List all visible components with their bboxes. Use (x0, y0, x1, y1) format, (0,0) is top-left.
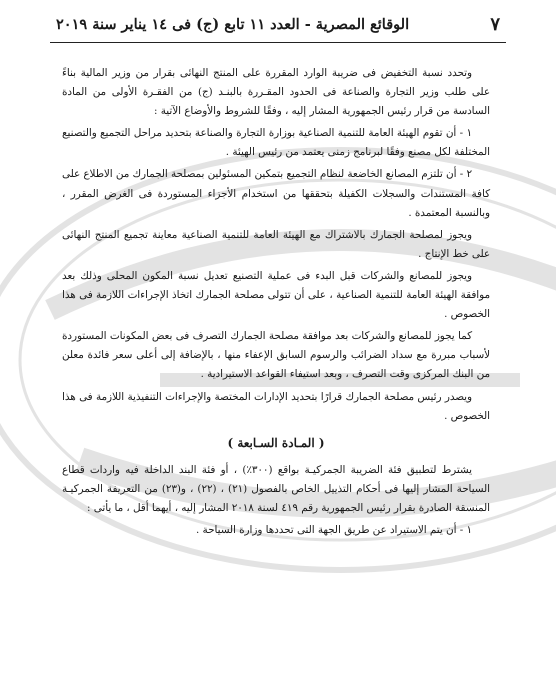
page-number: ٧ (490, 14, 500, 35)
page-header (56, 14, 500, 35)
paragraph: ١ - أن تقوم الهيئة العامة للتنمية الصناعية بوزارة التجارة والصناعة بتحديد مراحل التجميع والتصنيع المختلفة لكل مصنع وفقًا لبرنامج زمنى يعتمد من رئيس الهيئة . (62, 127, 490, 159)
paragraph: ١ - أن يتم الاستيراد عن طريق الجهة التى تحددها وزارة السياحة . (196, 524, 472, 537)
paragraph: وتحدد نسبة التخفيض فى ضريبة الوارد المقررة على المنتج النهائى بقرار من وزير المالية بناءً على طلب وزير التجارة والصناعة فى الحدود المقـررة بالبنـد (ج) من الفقـرة الأولى من المادة السادسة من قرار رئيس الجمهورية المشار إليه ، وفقًا للشروط والأوضاع الآتية : (62, 67, 490, 118)
header-rule (50, 42, 506, 43)
paragraph: ويجوز لمصلحة الجمارك بالاشتراك مع الهيئة العامة للتنمية الصناعية معاينة تجميع المنتج النهائى على خط الإنتاج . (62, 228, 490, 260)
paragraph: ٢ - أن تلتزم المصانع الخاضعة لنظام التجميع بتمكين المسئولين بمصلحة الجمارك من الاطلاع على كافة المستندات والسجلات الكفيلة بتحققها من استخدام الأجزاء المستوردة فى الغرض المقرر ، وبالنسبة المعتمدة . (62, 168, 490, 219)
paragraph: كما يجوز للمصانع والشركات بعد موافقة مصلحة الجمارك التصرف فى بعض المكونات المستوردة لأسباب مبررة مع سداد الضرائب والرسوم السابق الإعفاء منها ، بالإضافة إلى أعلى سعر فائدة معلن من البنك المركزى وقت التصرف ، وبعد استيفاء القواعد الاستيرادية . (62, 330, 490, 381)
gazette-header-title: الوقائع المصرية - العدد ١١ تابع (ج) فى ١٤ يناير سنة ٢٠١٩ (56, 16, 410, 33)
paragraph: ويصدر رئيس مصلحة الجمارك قرارًا بتحديد الإدارات المختصة والإجراءات التنفيذية اللازمة فى هذا الخصوص . (62, 390, 490, 422)
paragraph: يشترط لتطبيق فئة الضريبة الجمركيـة بواقع (٣٠٠٪) ، أو فئة البند الداخلة فيه واردات قطاع السياحة المشار إليها فى أحكام التذييل الخاص بالفصول (٢١) ، (٢٢) ، و(٢٣) من التعريفة الجمركيـة المنسقة الصادرة بقرار رئيس الجمهورية رقم ٤١٩ لسنة ٢٠١٨ المشار إليه ، أيهما أقل ، ما يأتى : (62, 463, 490, 514)
document-body (62, 64, 490, 543)
paragraph: ويجوز للمصانع والشركات قبل البدء فى عملية التصنيع تعديل نسبة المكون المحلى وذلك بعد موافقة الهيئة العامة للتنمية الصناعية ، على أن تتولى مصلحة الجمارك اتخاذ الإجراءات اللازمة فى هذا الخصوص . (62, 269, 490, 321)
article-title: ( المـادة السـابعة ) (227, 435, 325, 450)
